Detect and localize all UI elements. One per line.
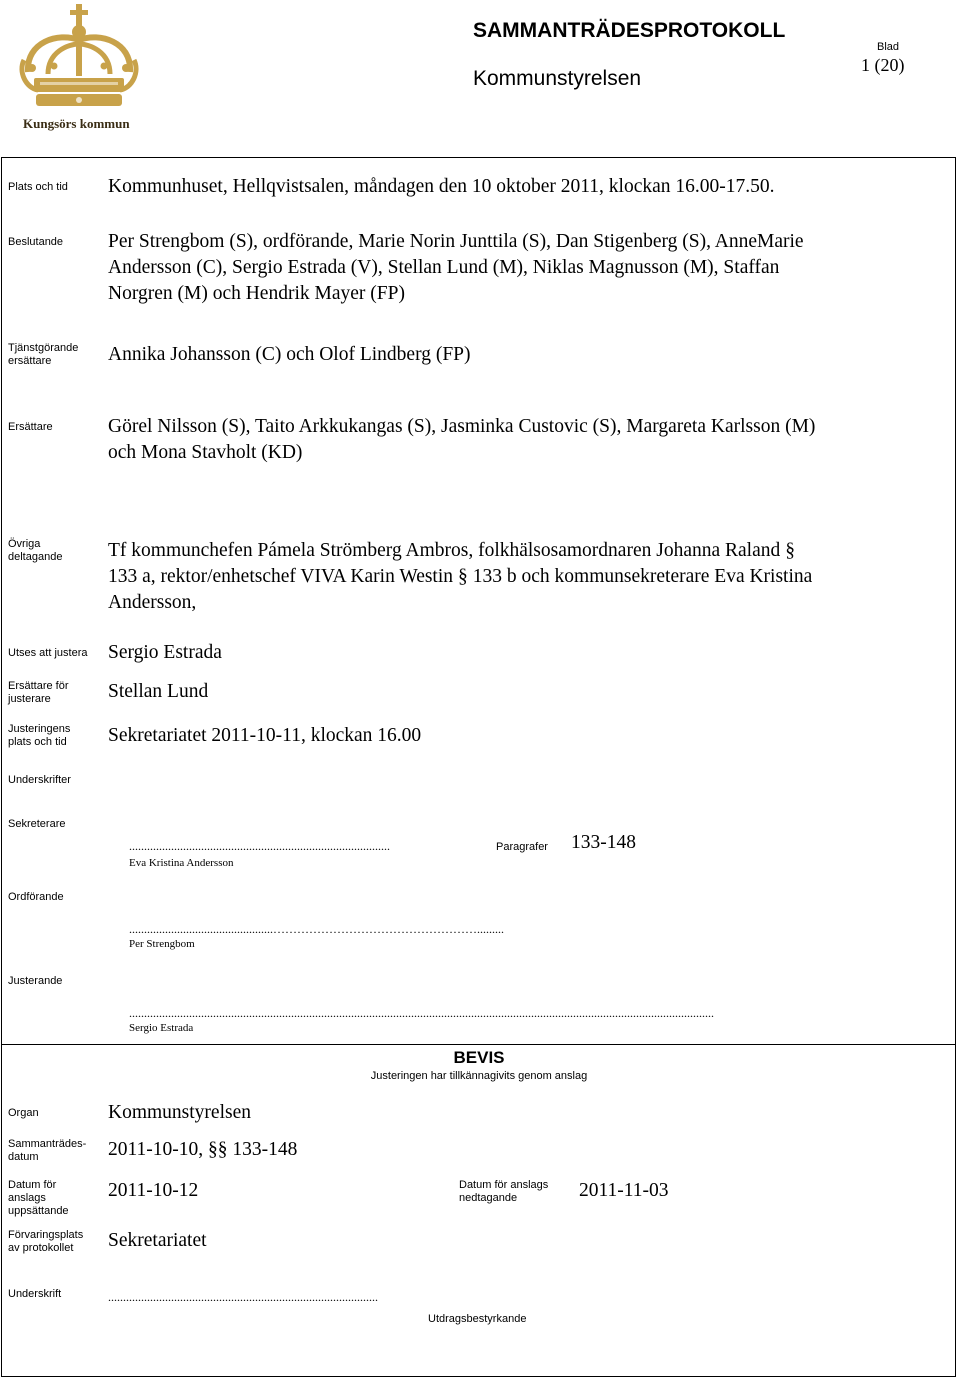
beslutande-line: Norgren (M) och Hendrik Mayer (FP): [108, 283, 405, 304]
label-line: anslags: [8, 1192, 46, 1204]
label-plats-och-tid: Plats och tid: [8, 181, 68, 193]
ovriga-text: Tf kommunchefen Pámela Strömberg Ambros, folkhälsosamordnaren Johanna Raland: [108, 540, 781, 561]
label-line: av protokollet: [8, 1242, 74, 1254]
label-ersattare: Ersättare: [8, 421, 53, 433]
label-ersattare-for-justerare: [8, 680, 98, 706]
value-ersattare: [108, 414, 938, 466]
signature-line-underskrift: ..........................................................................................: [108, 1290, 378, 1304]
value-tjanstgorande-ersattare: Annika Johansson (C) och Olof Lindberg (FP): [108, 344, 471, 365]
committee-name: Kommunstyrelsen: [473, 67, 642, 90]
label-paragrafer: Paragrafer: [496, 841, 548, 853]
label-line: Ersättare för: [8, 680, 69, 692]
label-sammantradesdatum: [8, 1138, 98, 1164]
ersattare-line: Görel Nilsson (S), Taito Arkkukangas (S), Jasminka Custovic (S), Margareta Karlsson (M): [108, 416, 816, 437]
label-sekreterare: Sekreterare: [8, 818, 66, 830]
section-sign: §: [458, 566, 468, 587]
label-line: Datum för anslags: [459, 1179, 549, 1191]
label-underskrifter: Underskrifter: [8, 774, 71, 786]
label-line: Tjänstgörande: [8, 342, 79, 354]
label-line: nedtagande: [459, 1192, 518, 1204]
label-ordforande: Ordförande: [8, 891, 64, 903]
ordforande-name: Per Strengbom: [129, 938, 195, 950]
blad-label: Blad: [877, 41, 900, 53]
value-datum-nedtagande: 2011-11-03: [579, 1180, 669, 1201]
label-tjanstgorande-ersattare: [8, 342, 98, 368]
value-beslutande: [108, 229, 938, 307]
label-line: Justeringens: [8, 723, 71, 735]
label-justerande: Justerande: [8, 975, 63, 987]
label-utses-att-justera: Utses att justera: [8, 647, 88, 659]
value-ovriga-deltagande: [108, 538, 938, 616]
value-justeringens-plats: Sekretariatet 2011-10-11, klockan 16.00: [108, 725, 422, 746]
signature-line-sekreterare: .......................................................................................: [129, 839, 390, 853]
label-line: Datum för: [8, 1179, 57, 1191]
value-forvaringsplats: Sekretariatet: [108, 1230, 207, 1251]
utdragsbestyrkande-caption: Utdragsbestyrkande: [428, 1313, 527, 1325]
label-ovriga-deltagande: [8, 538, 98, 564]
label-underskrift: Underskrift: [8, 1288, 62, 1300]
signature-line-ordforande: ................................................…………………………………………….........: [129, 922, 504, 936]
ersattare-line: och Mona Stavholt (KD): [108, 442, 303, 463]
label-line: deltagande: [8, 551, 63, 563]
ovriga-line: Andersson,: [108, 592, 197, 613]
beslutande-line: Andersson (C), Sergio Estrada (V), Stellan Lund (M), Niklas Magnusson (M), Staffan: [108, 257, 780, 278]
beslutande-line: Per Strengbom (S), ordförande, Marie Norin Junttila (S), Dan Stigenberg (S), AnneMarie: [108, 231, 804, 252]
value-paragrafer: 133-148: [571, 832, 636, 853]
page-number: 1 (20): [861, 55, 905, 75]
value-organ: Kommunstyrelsen: [108, 1102, 251, 1123]
paragraph-range: 133-148: [232, 1139, 298, 1160]
meeting-date: 2011-10-10,: [108, 1139, 204, 1160]
value-sammantradesdatum: [108, 1137, 938, 1163]
label-datum-uppsattande: [8, 1179, 98, 1218]
label-line: datum: [8, 1151, 39, 1163]
label-line: Förvaringsplats: [8, 1229, 84, 1241]
value-utses-att-justera: Sergio Estrada: [108, 642, 222, 663]
label-line: justerare: [8, 693, 51, 705]
value-ersattare-for-justerare: Stellan Lund: [108, 681, 209, 702]
section-sign: §: [785, 540, 795, 561]
label-justeringens-plats: [8, 723, 98, 749]
sekreterare-name: Eva Kristina Andersson: [129, 857, 234, 869]
label-line: Sammanträdes-: [8, 1138, 87, 1150]
signature-line-justerande: ...................................................................................................................................................................................................: [129, 1006, 714, 1020]
label-line: plats och tid: [8, 736, 67, 748]
label-line: ersättare: [8, 355, 52, 367]
ovriga-line: [108, 538, 938, 564]
value-plats-och-tid: Kommunhuset, Hellqvistsalen, måndagen den 10 oktober 2011, klockan 16.00-17.50.: [108, 176, 775, 197]
value-datum-uppsattande: 2011-10-12: [108, 1180, 199, 1201]
bevis-box: [1, 1044, 956, 1377]
section-sign: §§: [208, 1139, 228, 1160]
label-line: Övriga: [8, 538, 41, 550]
ovriga-text: 133 a, rektor/enhetschef VIVA Karin Westin: [108, 566, 454, 587]
label-line: uppsättande: [8, 1205, 69, 1217]
label-forvaringsplats: [8, 1229, 98, 1255]
bevis-title: BEVIS: [453, 1048, 505, 1067]
justerande-name: Sergio Estrada: [129, 1022, 194, 1034]
label-beslutande: Beslutande: [8, 236, 64, 248]
ovriga-line: [108, 564, 938, 590]
ovriga-text: 133 b och kommunsekreterare Eva Kristina: [472, 566, 813, 587]
logo-text: Kungsörs kommun: [23, 116, 130, 131]
crown-icon: [18, 2, 143, 114]
label-organ: Organ: [8, 1107, 39, 1119]
label-datum-nedtagande: [459, 1179, 548, 1205]
logo: [18, 2, 143, 132]
bevis-subtitle: Justeringen har tillkännagivits genom anslag: [370, 1070, 588, 1082]
document-title: SAMMANTRÄDESPROTOKOLL: [473, 19, 786, 42]
